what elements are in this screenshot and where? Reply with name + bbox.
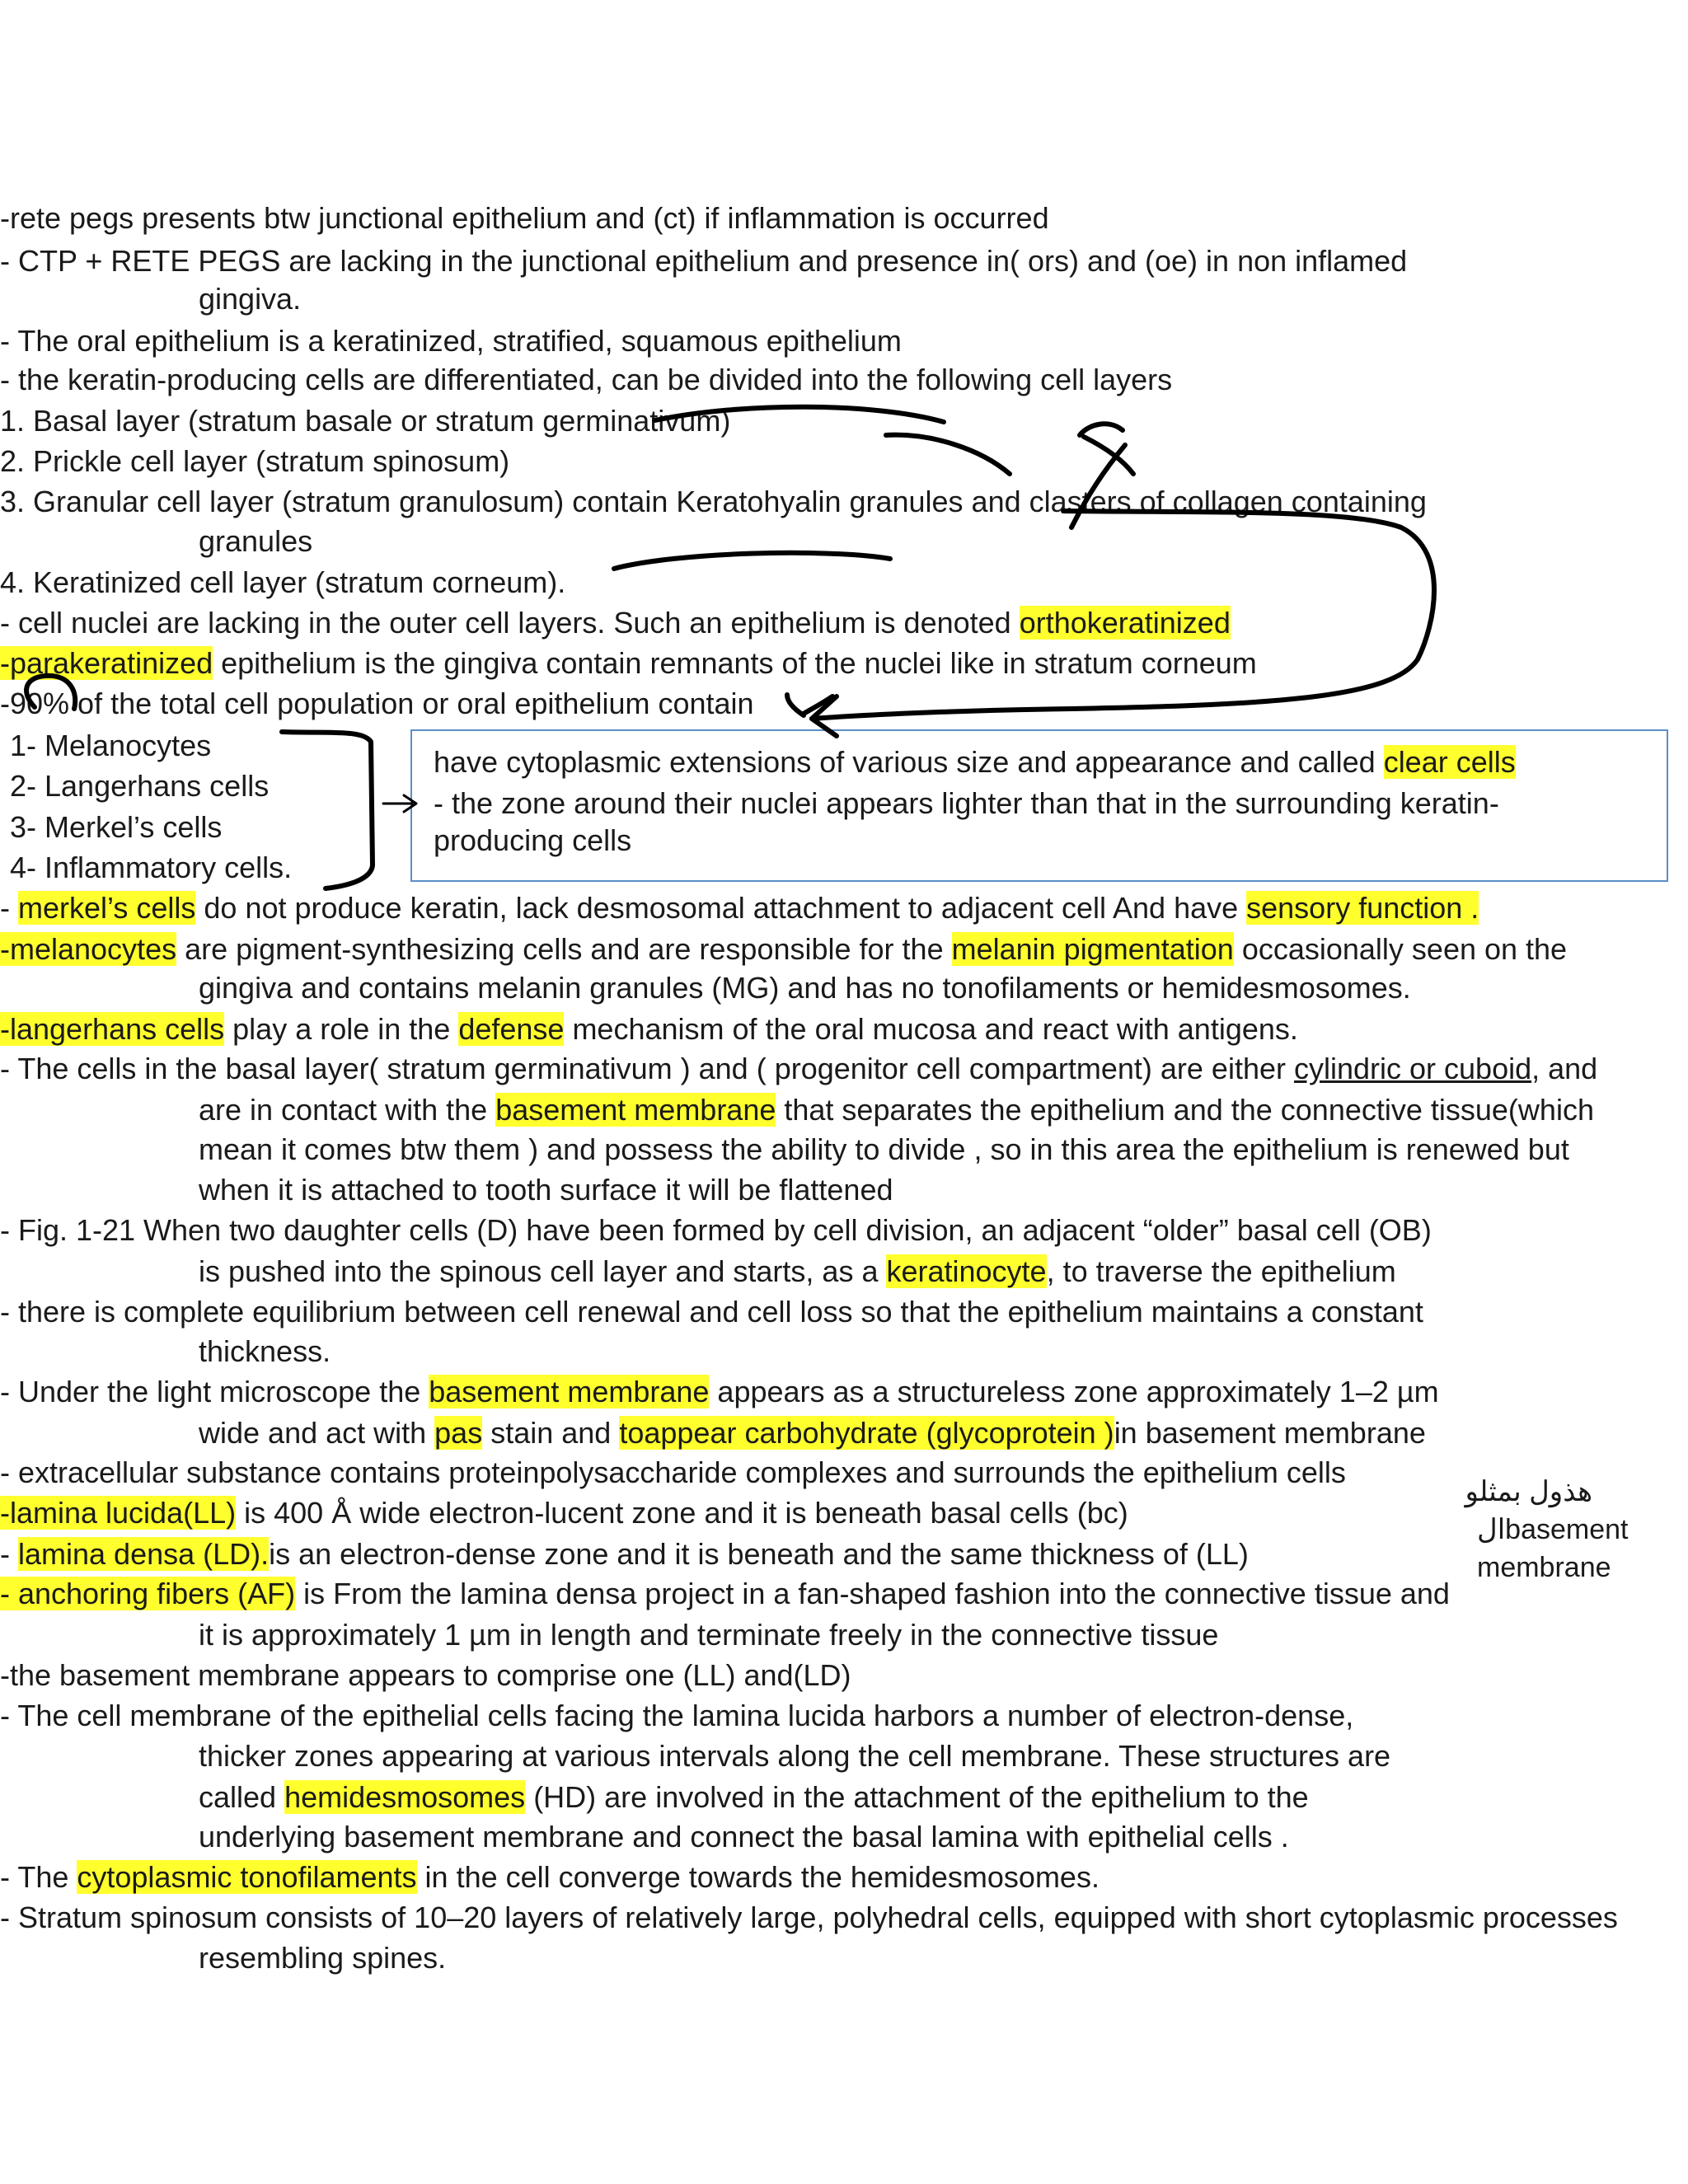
text-span: play a role in the <box>224 1012 459 1046</box>
underline-cylindric-or-cuboid: cylindric or cuboid <box>1293 1052 1532 1085</box>
ink-stroke <box>886 435 1010 474</box>
text-line: - The cell membrane of the epithelial cells facing the lamina lucida harbors a number of electron-dense, <box>0 1699 1354 1732</box>
text-line <box>0 888 1479 929</box>
text-span: stain and <box>482 1416 620 1450</box>
cell-list-item: 4- Inflammatory cells. <box>10 851 293 884</box>
text-line <box>0 1534 1249 1575</box>
highlight-carbohydrate: toappear carbohydrate (glycoprotein ) <box>619 1416 1114 1450</box>
text-line: - Stratum spinosum consists of 10–20 layers of relatively large, polyhedral cells, equipped with short cytoplasmic processes <box>0 1900 1618 1934</box>
text-line: - The oral epithelium is a keratinized, stratified, squamous epithelium <box>0 324 902 358</box>
text-line: thicker zones appearing at various intervals along the cell membrane. These structures are <box>199 1739 1391 1773</box>
text-line <box>0 1573 1450 1615</box>
text-line: resembling spines. <box>199 1941 447 1975</box>
highlight-basement-membrane: basement membrane <box>495 1093 776 1127</box>
layer-item-basal: 1. Basal layer (stratum basale or stratum germinativum) <box>0 404 731 438</box>
text-span: do not produce keratin, lack desmosomal attachment to adjacent cell And have <box>195 891 1247 925</box>
textbox-line <box>434 742 1516 783</box>
text-span: wide and act with <box>199 1416 435 1450</box>
ink-stroke <box>804 696 832 714</box>
text-line: - extracellular substance contains proteinpolysaccharide complexes and surrounds the epithelium cells <box>0 1455 1346 1489</box>
text-line <box>0 1857 1100 1898</box>
text-line: it is approximately 1 µm in length and terminate freely in the connective tissue <box>199 1618 1219 1652</box>
text-line: -90% of the total cell population or oral epithelium contain <box>0 687 754 720</box>
highlight-cytoplasmic-tonofilaments: cytoplasmic tonofilaments <box>77 1860 417 1894</box>
text-span: - The <box>0 1860 77 1894</box>
text-span: epithelium is the gingiva contain remnants of the nuclei like in stratum corneum <box>213 646 1257 680</box>
highlight-lamina-lucida: -lamina lucida(LL) <box>0 1496 237 1530</box>
highlight-basement-membrane: basement membrane <box>429 1375 710 1408</box>
highlight-hemidesmosomes: hemidesmosomes <box>284 1780 526 1814</box>
text-span: called <box>199 1780 285 1814</box>
layer-item-keratinized: 4. Keratinized cell layer (stratum corneum). <box>0 565 566 599</box>
text-span: in basement membrane <box>1114 1416 1426 1450</box>
text-span: - <box>0 1537 18 1571</box>
text-line: gingiva. <box>199 282 302 316</box>
text-line: - there is complete equilibrium between cell renewal and cell loss so that the epithelium maintains a constant <box>0 1295 1423 1329</box>
highlight-orthokeratinized: orthokeratinized <box>1019 606 1231 640</box>
text-span: (HD) are involved in the attachment of the epithelium to the <box>525 1780 1309 1814</box>
text-span: - <box>0 891 18 925</box>
text-line <box>0 643 1257 684</box>
text-line <box>199 1777 1309 1818</box>
text-span: mechanism of the oral mucosa and react with antigens. <box>564 1012 1298 1046</box>
cell-list-item: 2- Langerhans cells <box>10 769 270 803</box>
textbox-line: producing cells <box>434 823 632 857</box>
highlight-merkels-cells: merkel’s cells <box>18 891 196 925</box>
layer-item-prickle: 2. Prickle cell layer (stratum spinosum) <box>0 444 510 478</box>
text-line <box>0 1048 1597 1090</box>
highlight-melanocytes: -melanocytes <box>0 932 177 966</box>
text-span: occasionally seen on the <box>1233 932 1568 966</box>
text-line: - CTP + RETE PEGS are lacking in the junctional epithelium and presence in( ors) and (oe) in non inflamed <box>0 244 1408 278</box>
layer-item-granular: 3. Granular cell layer (stratum granulosum) contain Keratohyalin granules and clasters of collagen containing <box>0 485 1427 518</box>
highlight-langerhans-cells: -langerhans cells <box>0 1012 225 1046</box>
text-line: - Fig. 1-21 When two daughter cells (D) have been formed by cell division, an adjacent “older” basal cell (OB) <box>0 1213 1432 1247</box>
highlight-sensory-function: sensory function . <box>1246 891 1479 925</box>
text-line <box>0 1371 1439 1413</box>
cell-list-item: 1- Melanocytes <box>10 729 212 762</box>
highlight-pas: pas <box>434 1416 483 1450</box>
text-line: gingiva and contains melanin granules (MG) and has no tonofilaments or hemidesmosomes. <box>199 971 1411 1005</box>
textbox-line: - the zone around their nuclei appears lighter than that in the surrounding keratin- <box>434 786 1499 820</box>
text-span: - Under the light microscope the <box>0 1375 429 1408</box>
margin-note-line: membrane <box>1477 1552 1611 1583</box>
text-line <box>199 1251 1396 1292</box>
text-span: have cytoplasmic extensions of various size and appearance and called <box>434 745 1384 779</box>
text-span: - cell nuclei are lacking in the outer cell layers. Such an epithelium is denoted <box>0 606 1020 640</box>
text-line: when it is attached to tooth surface it will be flattened <box>199 1173 893 1207</box>
text-span: is From the lamina densa project in a fan-shaped fashion into the connective tissue and <box>295 1577 1450 1610</box>
text-span: - The cells in the basal layer( stratum germinativum ) and ( progenitor cell compartment) are either <box>0 1052 1294 1085</box>
text-line: mean it comes btw them ) and possess the ability to divide , so in this area the epithelium is renewed but <box>199 1132 1569 1166</box>
highlight-keratinocyte: keratinocyte <box>886 1254 1047 1288</box>
text-span: are in contact with the <box>199 1093 496 1127</box>
highlight-parakeratinized: -parakeratinized <box>0 646 213 680</box>
ink-stroke <box>282 732 373 888</box>
text-span: , and <box>1531 1052 1598 1085</box>
ink-stroke <box>1080 424 1133 474</box>
ink-stroke <box>614 553 890 569</box>
text-span: is pushed into the spinous cell layer and starts, as a <box>199 1254 887 1288</box>
text-line <box>0 1009 1298 1050</box>
highlight-anchoring-fibers: - anchoring fibers (AF) <box>0 1577 296 1610</box>
highlight-melanin-pigmentation: melanin pigmentation <box>951 932 1234 966</box>
text-line: -the basement membrane appears to comprise one (LL) and(LD) <box>0 1658 851 1692</box>
text-line <box>199 1090 1594 1131</box>
text-line <box>0 1493 1128 1534</box>
text-line: - the keratin-producing cells are differentiated, can be divided into the following cell layers <box>0 363 1173 396</box>
text-line <box>0 602 1231 644</box>
text-line: thickness. <box>199 1334 331 1368</box>
cell-list-item: 3- Merkel’s cells <box>10 810 223 844</box>
text-span: is an electron-dense zone and it is beneath and the same thickness of (LL) <box>269 1537 1249 1571</box>
text-span: is 400 Å wide electron-lucent zone and it is beneath basal cells (bc) <box>236 1496 1128 1530</box>
highlight-lamina-densa: lamina densa (LD). <box>18 1537 270 1571</box>
text-line: underlying basement membrane and connect the basal lamina with epithelial cells . <box>199 1820 1289 1854</box>
text-line <box>0 929 1567 970</box>
text-line <box>199 1413 1426 1454</box>
highlight-clear-cells: clear cells <box>1383 745 1516 779</box>
ink-stroke <box>787 695 804 715</box>
text-span: , to traverse the epithelium <box>1046 1254 1396 1288</box>
text-span: are pigment-synthesizing cells and are responsible for the <box>176 932 952 966</box>
text-span: in the cell converge towards the hemidesmosomes. <box>416 1860 1100 1894</box>
text-line: granules <box>199 524 313 558</box>
text-span: appears as a structureless zone approximately 1–2 µm <box>709 1375 1439 1408</box>
highlight-defense: defense <box>458 1012 565 1046</box>
margin-note-line: الbasement <box>1477 1514 1629 1545</box>
margin-note-line: هذول بمثلو <box>1465 1476 1592 1507</box>
text-line: -rete pegs presents btw junctional epithelium and (ct) if inflammation is occurred <box>0 201 1049 235</box>
text-span: that separates the epithelium and the connective tissue(which <box>776 1093 1594 1127</box>
